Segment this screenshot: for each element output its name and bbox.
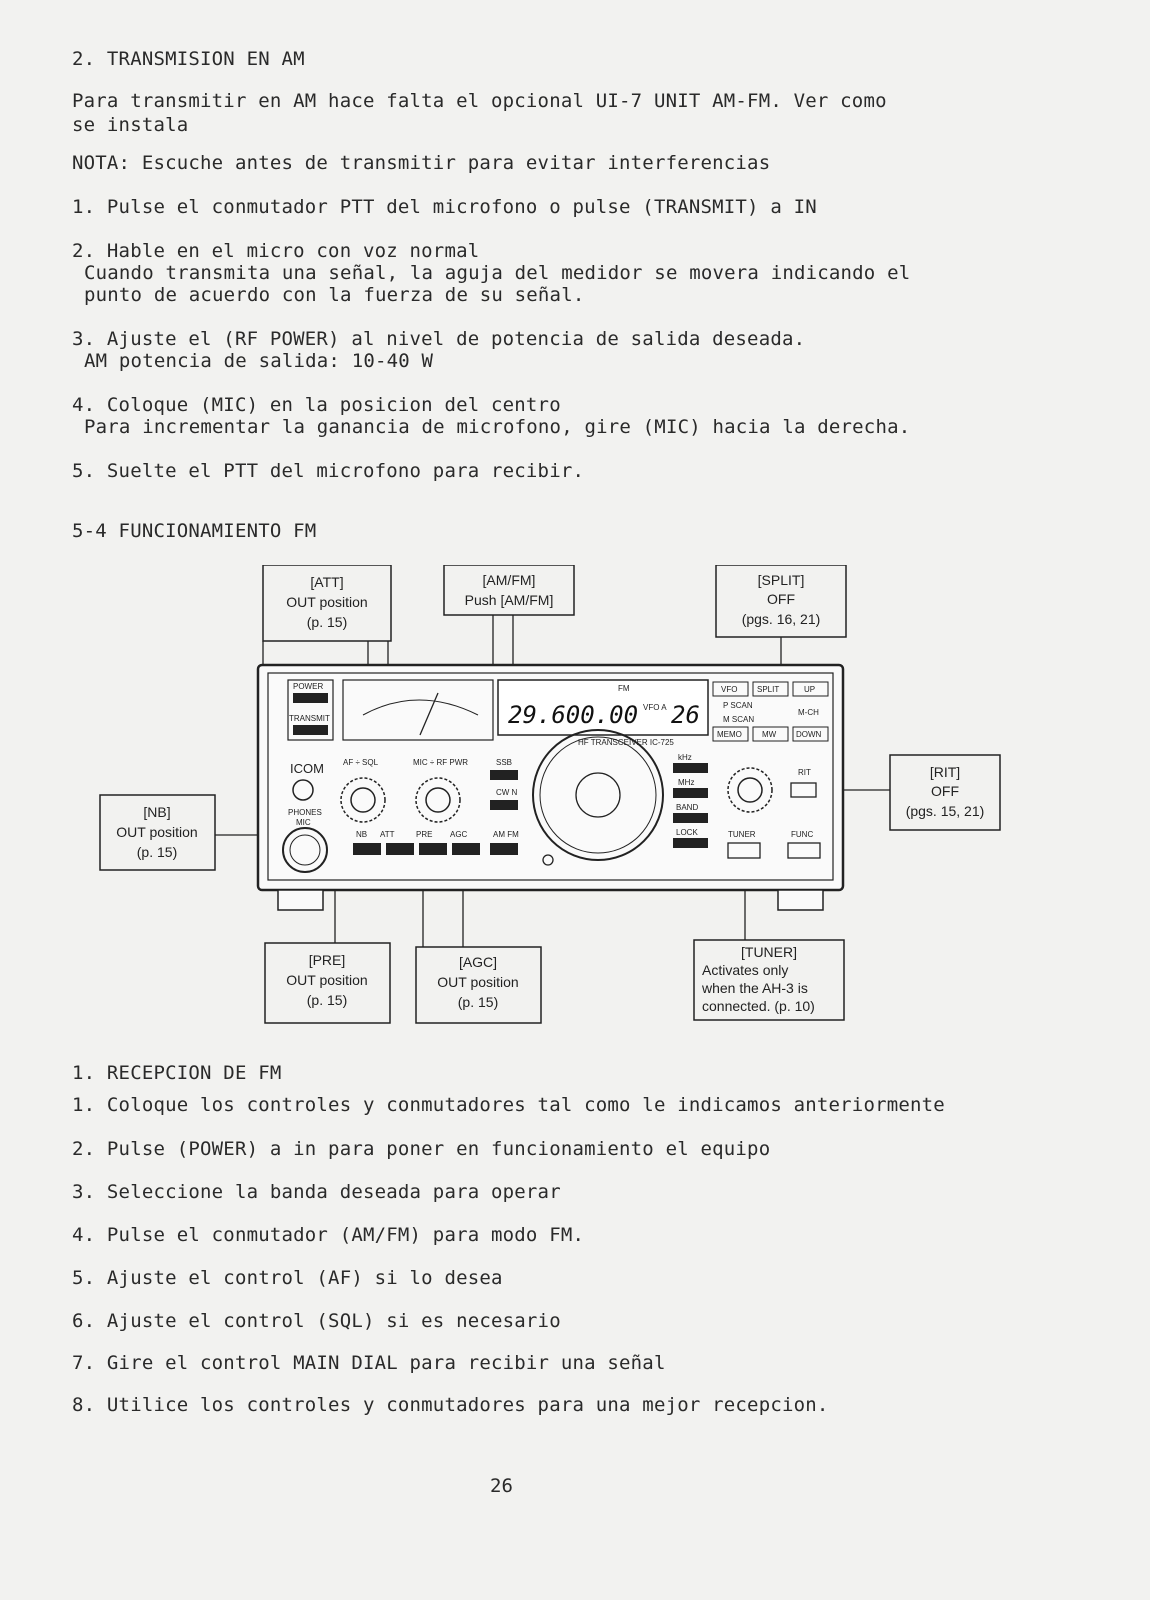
svg-text:Activates only: Activates only	[702, 962, 789, 978]
nb-switch[interactable]	[353, 843, 381, 855]
transmit-step-3: 3. Ajuste el (RF POWER) al nivel de potencia de salida deseada.	[72, 328, 806, 350]
callout-split	[716, 565, 846, 637]
icom-logo: ICOM	[290, 761, 324, 776]
svg-text:[RIT]: [RIT]	[929, 764, 961, 780]
svg-text:[TUNER]: [TUNER]	[741, 944, 797, 960]
lcd-frequency: 29.600.00	[508, 701, 639, 729]
vfo-button[interactable]: VFO	[721, 685, 738, 694]
svg-text:[ATT]: [ATT]	[310, 574, 344, 590]
amfm-switch[interactable]	[490, 843, 518, 855]
svg-text:OUT position: OUT position	[286, 972, 368, 988]
transmit-step-2: 2. Hable en el micro con voz normal	[72, 240, 480, 262]
svg-text:OUT position: OUT position	[437, 974, 519, 990]
transmit-step-1: 1. Pulse el conmutador PTT del microfono o pulse (TRANSMIT) a IN	[72, 196, 817, 218]
transmit-intro-line2: se instala	[72, 114, 189, 136]
model-label: HF TRANSCEIVER IC-725	[578, 738, 674, 747]
phones-label: PHONES	[288, 808, 322, 817]
cwn-button[interactable]	[490, 800, 518, 810]
mch-button[interactable]: M-CH	[798, 708, 819, 717]
split-button[interactable]: SPLIT	[757, 685, 780, 694]
receive-step-3: 3. Seleccione la banda deseada para operar	[72, 1181, 561, 1203]
lock-button[interactable]	[673, 838, 708, 848]
receive-step-2: 2. Pulse (POWER) a in para poner en funcionamiento el equipo	[72, 1138, 771, 1160]
receive-heading: 1. RECEPCION DE FM	[72, 1062, 282, 1084]
func-label: FUNC	[791, 830, 814, 839]
receive-step-1: 1. Coloque los controles y conmutadores tal como le indicamos anteriormente	[72, 1094, 945, 1116]
down-button[interactable]: DOWN	[796, 730, 822, 739]
lock-label: LOCK	[676, 828, 698, 837]
khz-label: kHz	[678, 753, 692, 762]
fm-heading: 5-4 FUNCIONAMIENTO FM	[72, 520, 317, 542]
transmit-intro-line1: Para transmitir en AM hace falta el opcional UI-7 UNIT AM-FM. Ver como	[72, 90, 887, 112]
cwn-label: CW N	[496, 788, 518, 797]
lcd-mode: FM	[618, 684, 630, 693]
tuner-label: TUNER	[728, 830, 756, 839]
svg-text:[AM/FM]: [AM/FM]	[482, 572, 536, 588]
callout-pre	[265, 943, 390, 1023]
callout-nb	[100, 795, 215, 870]
att-label: ATT	[380, 830, 395, 839]
transmit-button[interactable]	[293, 725, 328, 735]
svg-text:OFF: OFF	[767, 591, 795, 607]
transmit-label: TRANSMIT	[289, 714, 330, 723]
svg-text:[NB]: [NB]	[143, 804, 171, 820]
pre-switch[interactable]	[419, 843, 447, 855]
callout-tuner	[694, 940, 844, 1020]
khz-button[interactable]	[673, 763, 708, 773]
svg-text:OFF: OFF	[931, 783, 959, 799]
svg-text:[SPLIT]: [SPLIT]	[757, 572, 805, 588]
svg-text:(p. 15): (p. 15)	[136, 844, 178, 860]
transmit-note: NOTA: Escuche antes de transmitir para evitar interferencias	[72, 152, 771, 174]
power-label: POWER	[293, 682, 324, 691]
lcd-memory-channel: 26	[671, 701, 700, 729]
svg-text:[AGC]: [AGC]	[458, 954, 498, 970]
memo-button[interactable]: MEMO	[717, 730, 742, 739]
transmit-step-2-detail: Cuando transmita una señal, la aguja del medidor se movera indicando el	[84, 262, 911, 284]
transmit-step-4-detail: Para incrementar la ganancia de microfono, gire (MIC) hacia la derecha.	[84, 416, 911, 438]
callout-att	[263, 565, 391, 641]
svg-text:(p. 15): (p. 15)	[457, 994, 499, 1010]
svg-text:when the AH-3 is: when the AH-3 is	[702, 980, 808, 996]
ssb-button[interactable]	[490, 770, 518, 780]
nb-label: NB	[356, 830, 368, 839]
ic725-front-panel-diagram	[98, 565, 1018, 1045]
af-sql-label: AF ÷ SQL	[343, 758, 379, 767]
svg-text:(p. 15): (p. 15)	[306, 992, 348, 1008]
lcd-vfo: VFO A	[643, 703, 667, 712]
svg-text:(pgs. 15, 21): (pgs. 15, 21)	[905, 803, 985, 819]
band-button[interactable]	[673, 813, 708, 823]
pscan-label: P SCAN	[723, 701, 753, 710]
pre-label: PRE	[416, 830, 433, 839]
svg-text:(pgs. 16, 21): (pgs. 16, 21)	[741, 611, 821, 627]
svg-text:OUT position: OUT position	[286, 594, 368, 610]
mscan-label: M SCAN	[723, 715, 755, 724]
rit-label: RIT	[798, 768, 811, 777]
agc-switch[interactable]	[452, 843, 480, 855]
receive-step-4: 4. Pulse el conmutador (AM/FM) para modo FM.	[72, 1224, 585, 1246]
transmit-step-3-detail: AM potencia de salida: 10-40 W	[84, 350, 434, 372]
receive-step-7: 7. Gire el control MAIN DIAL para recibir una señal	[72, 1352, 666, 1374]
svg-text:(p. 15): (p. 15)	[306, 614, 348, 630]
svg-text:connected. (p. 10): connected. (p. 10)	[702, 998, 815, 1014]
power-button[interactable]	[293, 693, 328, 703]
radio-body	[258, 665, 843, 910]
mhz-button[interactable]	[673, 788, 708, 798]
receive-step-8: 8. Utilice los controles y conmutadores para una mejor recepcion.	[72, 1394, 829, 1416]
callout-amfm	[444, 565, 574, 615]
receive-step-5: 5. Ajuste el control (AF) si lo desea	[72, 1267, 503, 1289]
att-switch[interactable]	[386, 843, 414, 855]
mhz-label: MHz	[678, 778, 695, 787]
receive-step-6: 6. Ajuste el control (SQL) si es necesario	[72, 1310, 561, 1332]
callout-agc	[416, 947, 541, 1023]
callout-rit	[890, 755, 1000, 830]
svg-text:Push [AM/FM]: Push [AM/FM]	[464, 592, 554, 608]
mic-label: MIC	[296, 818, 311, 827]
band-label: BAND	[676, 803, 699, 812]
mic-rf-label: MIC ÷ RF PWR	[413, 758, 469, 767]
ssb-label: SSB	[496, 758, 513, 767]
transmit-step-2-detail-2: punto de acuerdo con la fuerza de su señal.	[84, 284, 585, 306]
svg-text:OUT position: OUT position	[116, 824, 198, 840]
agc-label: AGC	[450, 830, 468, 839]
up-button[interactable]: UP	[804, 685, 816, 694]
transmit-step-4: 4. Coloque (MIC) en la posicion del centro	[72, 394, 561, 416]
svg-text:[PRE]: [PRE]	[308, 952, 346, 968]
mw-button[interactable]: MW	[762, 730, 777, 739]
page-number: 26	[490, 1475, 513, 1497]
transmit-step-5: 5. Suelte el PTT del microfono para recibir.	[72, 460, 585, 482]
transmit-heading: 2. TRANSMISION EN AM	[72, 48, 305, 70]
amfm-label: AM FM	[493, 830, 519, 839]
